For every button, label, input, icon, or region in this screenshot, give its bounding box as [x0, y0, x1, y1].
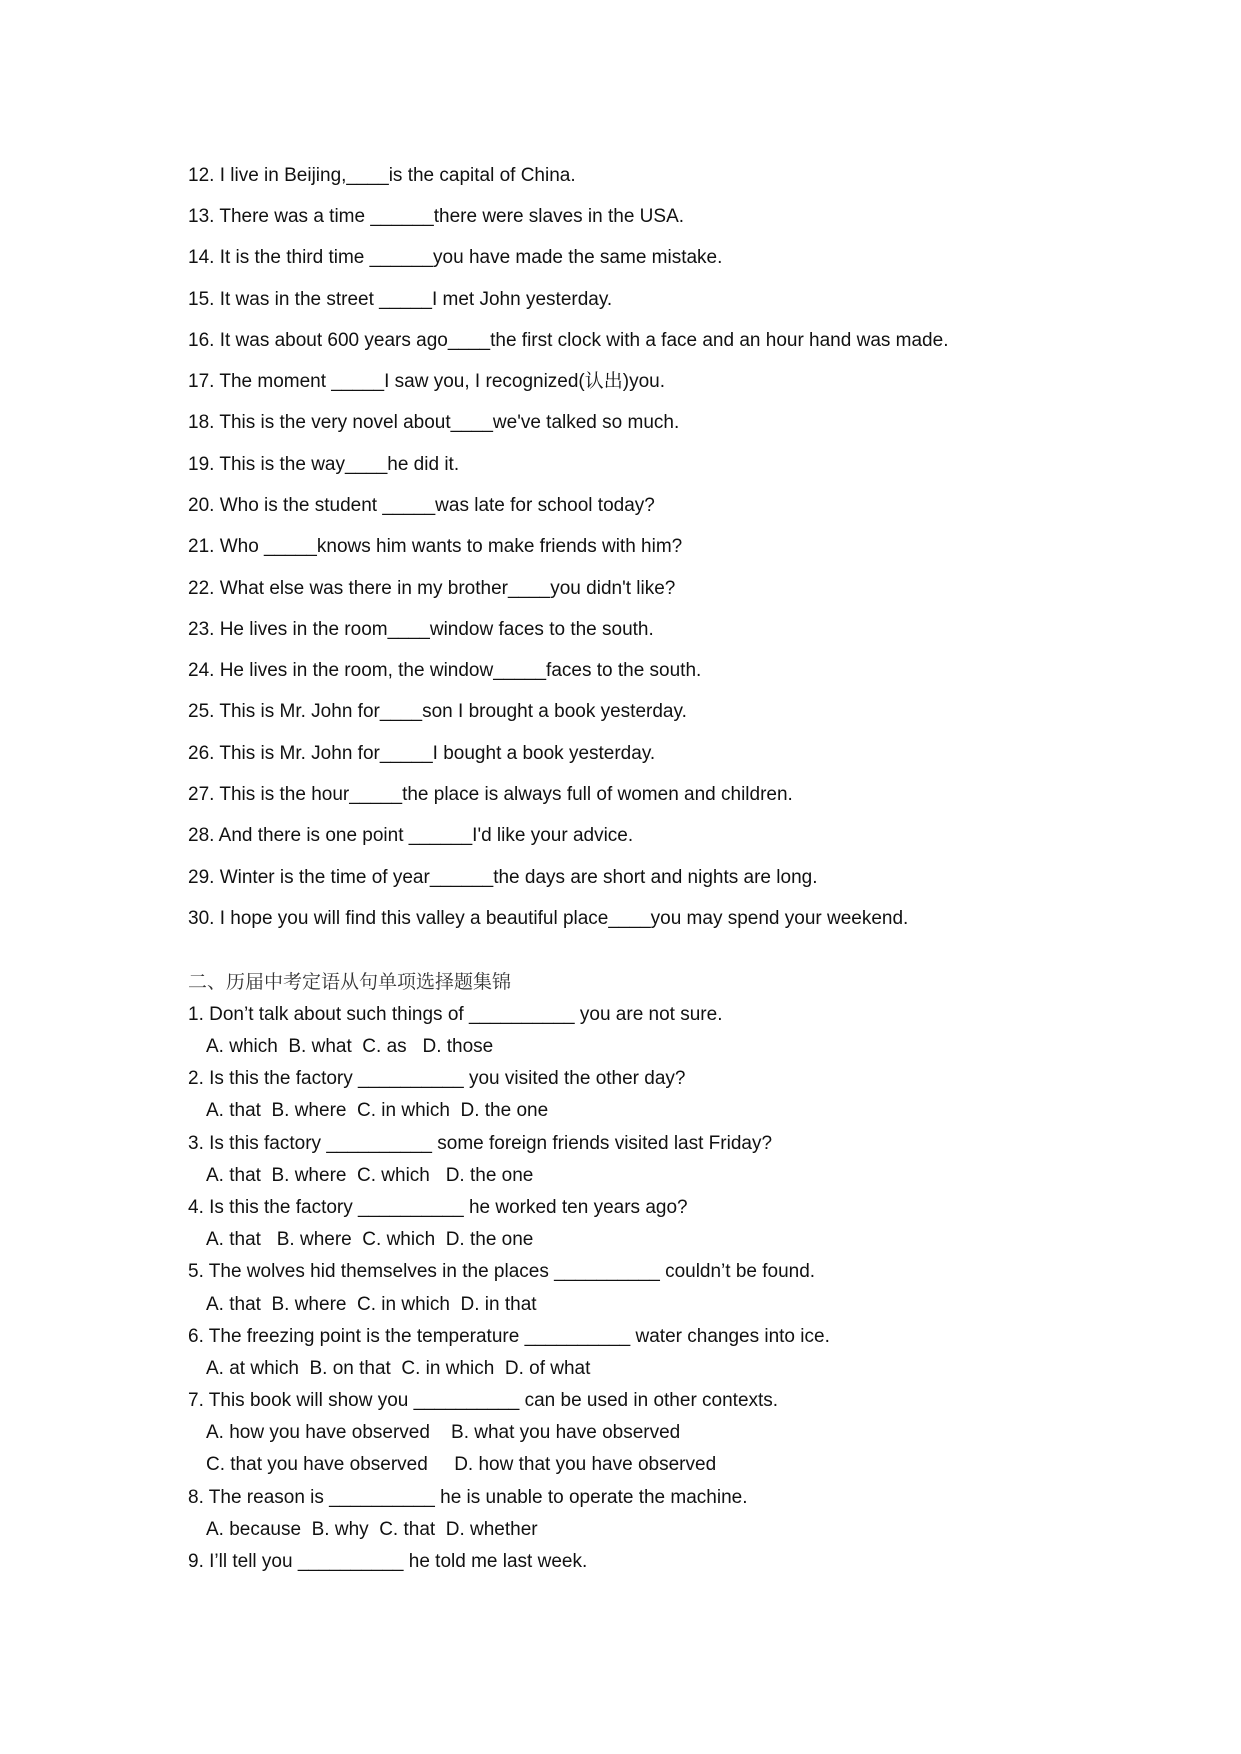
- question-line: 29. Winter is the time of year______the days are short and nights are long.: [188, 867, 818, 888]
- question-line: 28. And there is one point ______I'd like your advice.: [188, 825, 634, 846]
- question-line: 24. He lives in the room, the window_____faces to the south.: [188, 660, 702, 681]
- mc-options: A. which B. what C. as D. those: [206, 1036, 494, 1057]
- question-line: 18. This is the very novel about____we've talked so much.: [188, 412, 680, 433]
- question-line: 19. This is the way____he did it.: [188, 454, 460, 475]
- question-line: 16. It was about 600 years ago____the first clock with a face and an hour hand was made.: [188, 330, 949, 351]
- mc-question: 2. Is this the factory __________ you visited the other day?: [188, 1068, 686, 1089]
- mc-options: A. at which B. on that C. in which D. of what: [206, 1358, 591, 1379]
- mc-question: 6. The freezing point is the temperature __________ water changes into ice.: [188, 1326, 830, 1347]
- question-line: 15. It was in the street _____I met John yesterday.: [188, 289, 613, 310]
- question-line: 25. This is Mr. John for____son I brought a book yesterday.: [188, 701, 687, 722]
- section-heading: 二、历届中考定语从句单项选择题集锦: [188, 971, 512, 993]
- mc-question: 4. Is this the factory __________ he worked ten years ago?: [188, 1197, 688, 1218]
- question-line: 20. Who is the student _____was late for school today?: [188, 495, 655, 516]
- mc-question: 3. Is this factory __________ some foreign friends visited last Friday?: [188, 1133, 773, 1154]
- mc-options: A. that B. where C. in which D. in that: [206, 1294, 537, 1315]
- mc-question: 7. This book will show you __________ can be used in other contexts.: [188, 1390, 779, 1411]
- mc-question: 8. The reason is __________ he is unable to operate the machine.: [188, 1487, 748, 1508]
- mc-options: A. how you have observed B. what you have observed: [206, 1422, 681, 1443]
- mc-options: A. that B. where C. which D. the one: [206, 1229, 534, 1250]
- mc-question: 5. The wolves hid themselves in the places __________ couldn’t be found.: [188, 1261, 816, 1282]
- question-line: 27. This is the hour_____the place is always full of women and children.: [188, 784, 793, 805]
- question-line: 26. This is Mr. John for_____I bought a book yesterday.: [188, 743, 656, 764]
- question-line: 13. There was a time ______there were slaves in the USA.: [188, 206, 685, 227]
- question-line: 23. He lives in the room____window faces to the south.: [188, 619, 654, 640]
- question-line: 12. I live in Beijing,____is the capital of China.: [188, 165, 576, 186]
- question-line: 30. I hope you will find this valley a beautiful place____you may spend your weekend.: [188, 908, 909, 929]
- mc-question: 9. I’ll tell you __________ he told me last week.: [188, 1551, 588, 1572]
- mc-options: A. that B. where C. in which D. the one: [206, 1100, 549, 1121]
- question-line: 17. The moment _____I saw you, I recognized(认出)you.: [188, 371, 666, 392]
- mc-question: 1. Don’t talk about such things of __________ you are not sure.: [188, 1004, 723, 1025]
- mc-options: C. that you have observed D. how that you have observed: [206, 1454, 717, 1475]
- mc-options: A. that B. where C. which D. the one: [206, 1165, 534, 1186]
- mc-options: A. because B. why C. that D. whether: [206, 1519, 538, 1540]
- question-line: 21. Who _____knows him wants to make friends with him?: [188, 536, 683, 557]
- question-line: 14. It is the third time ______you have made the same mistake.: [188, 247, 723, 268]
- question-line: 22. What else was there in my brother____you didn't like?: [188, 578, 676, 599]
